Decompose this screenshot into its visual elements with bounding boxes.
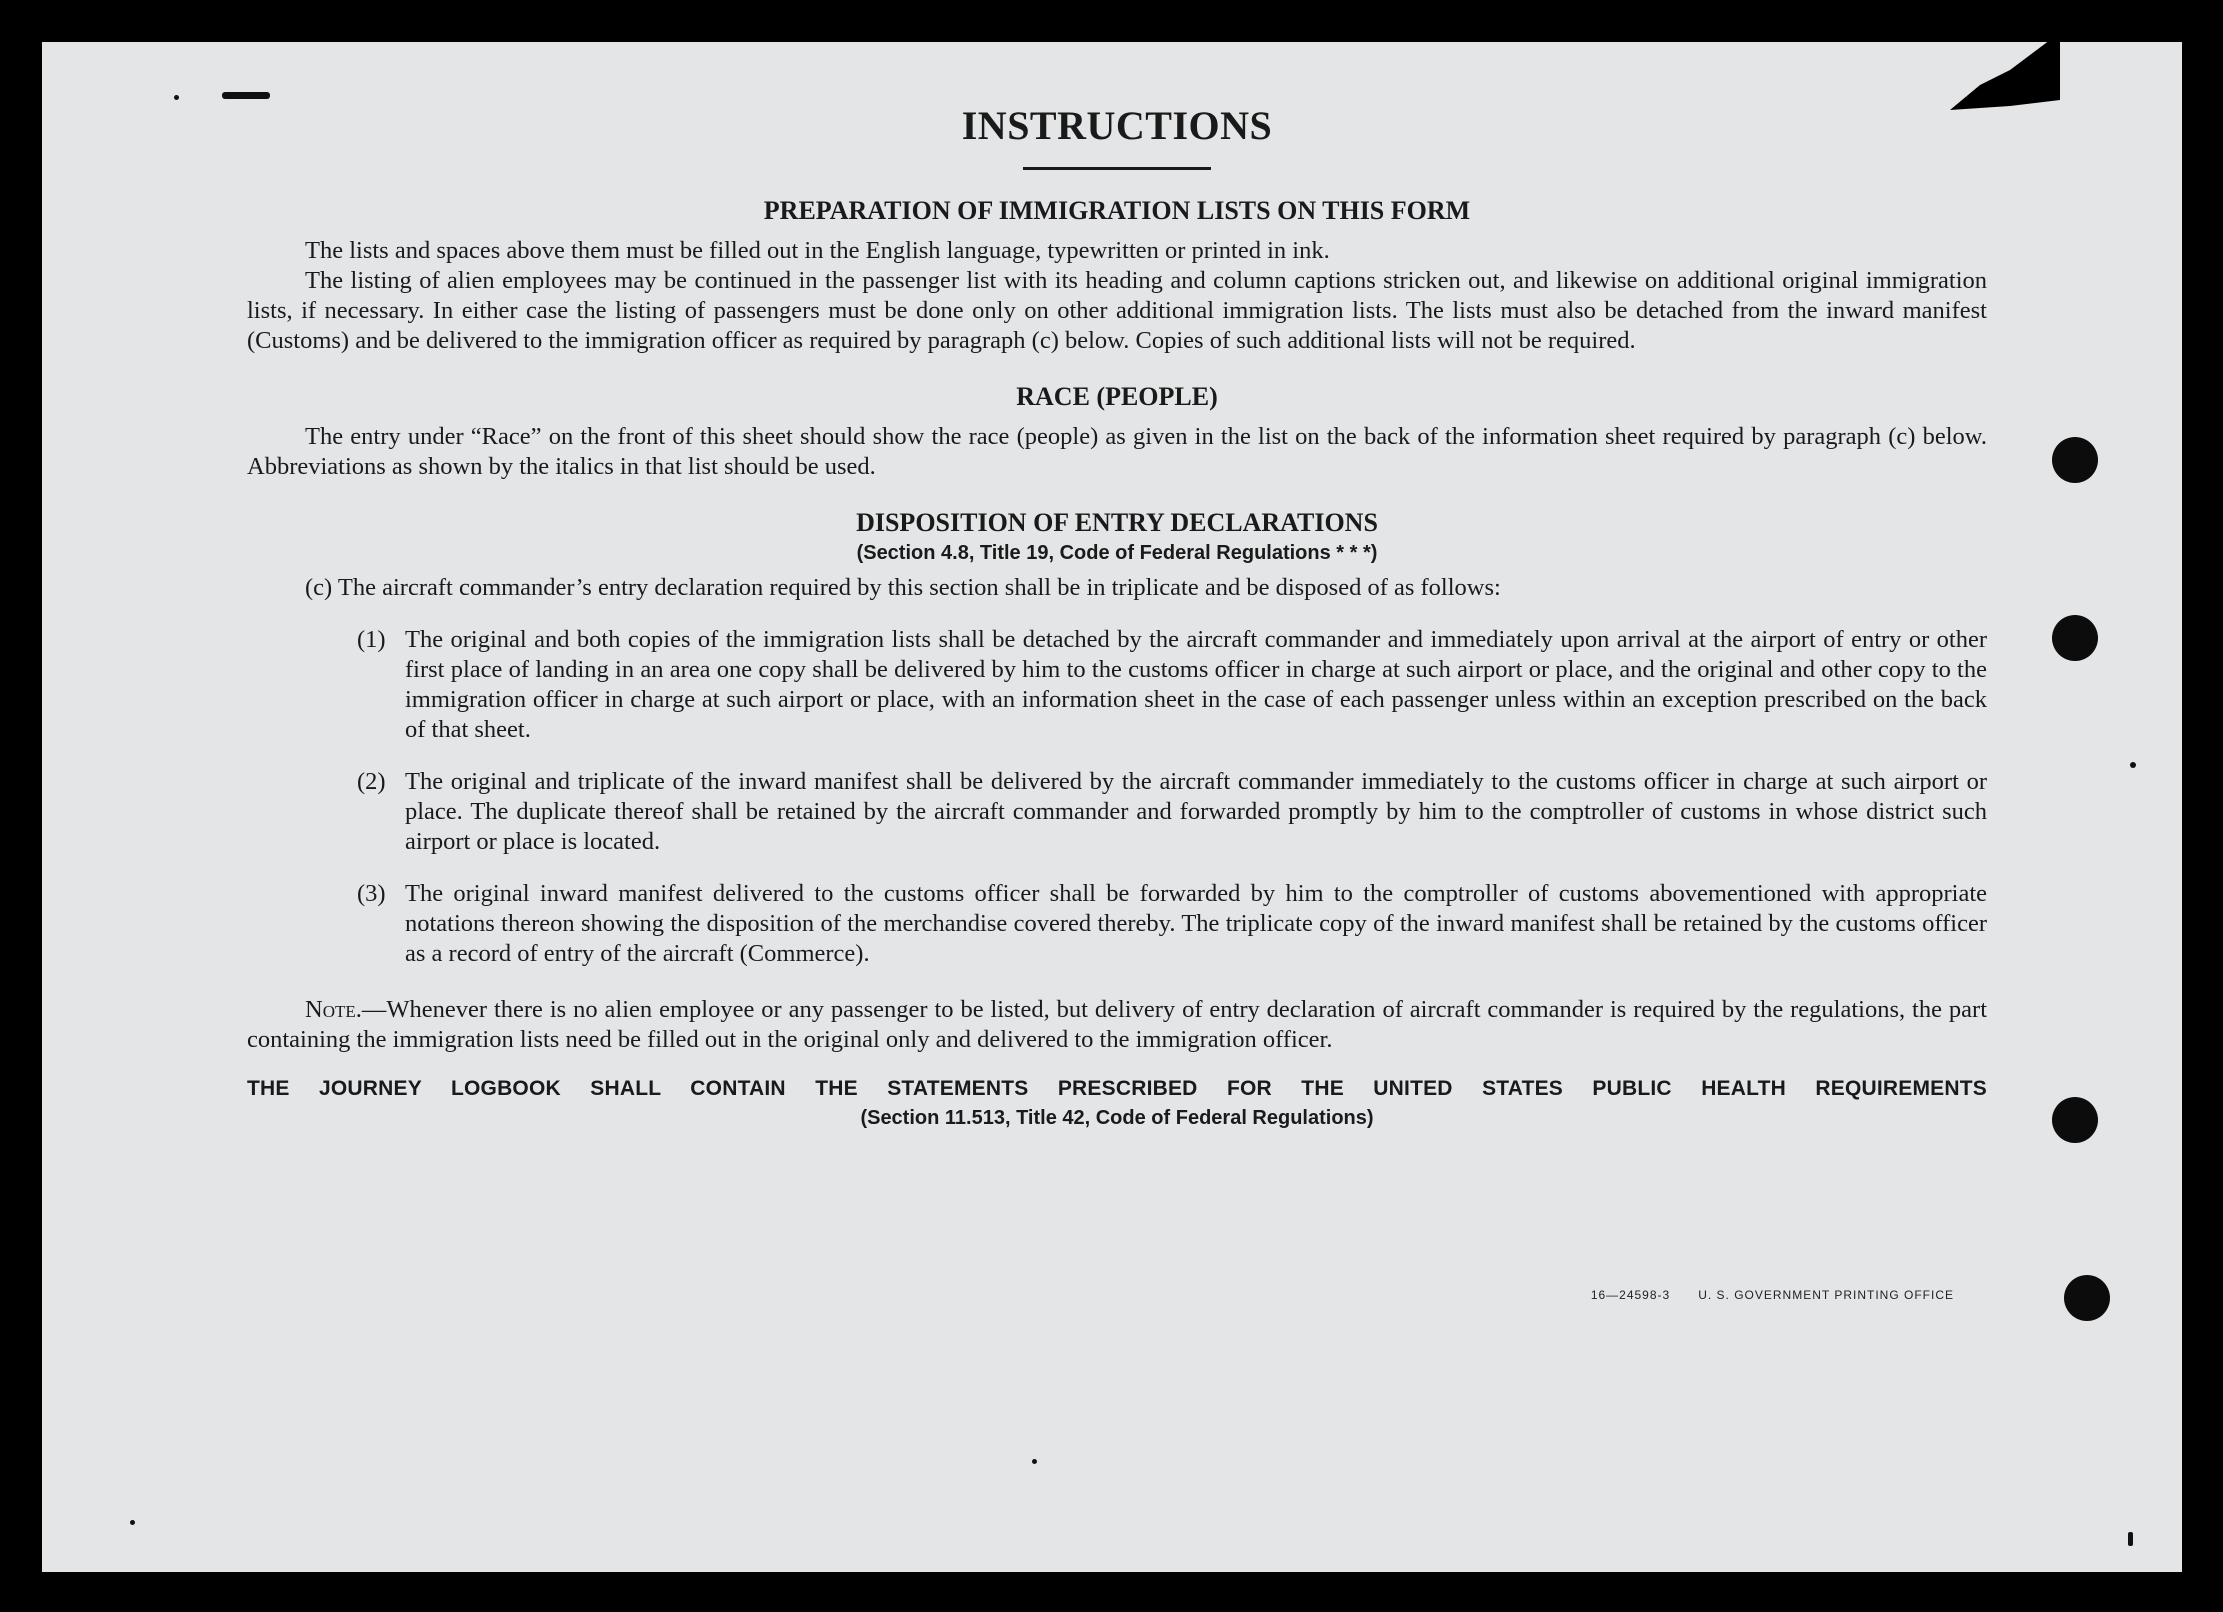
ink-speck bbox=[2130, 762, 2136, 768]
logbook-citation: (Section 11.513, Title 42, Code of Federal Regulations) bbox=[860, 1107, 1374, 1129]
document-sheet bbox=[42, 42, 2182, 1572]
disposition-intro bbox=[247, 573, 1987, 603]
disposition-item-2 bbox=[357, 767, 1987, 857]
ink-speck bbox=[1032, 1459, 1037, 1464]
punch-hole-2 bbox=[2052, 615, 2098, 661]
ink-speck bbox=[174, 95, 179, 100]
disposition-intro-text: The aircraft commander’s entry declaration required by this section shall be in triplicate and be disposed of as follows: bbox=[337, 574, 1501, 601]
note-text: —Whenever there is no alien employee or any passenger to be listed, but delivery of entry declaration of aircraft commander is required by the regulations, the part containing the immigration lists need be filled out in the original only and delivered to the immigration officer. bbox=[247, 996, 1987, 1053]
item-number: (2) bbox=[357, 768, 386, 795]
logbook-statement: THE JOURNEY LOGBOOK SHALL CONTAIN THE STATEMENTS PRESCRIBED FOR THE UNITED STATES PUBLIC HEALTH REQUIREMENTS bbox=[247, 1077, 1987, 1100]
disposition-intro-label: (c) bbox=[305, 574, 333, 601]
disposition-item-3 bbox=[357, 879, 1987, 969]
punch-hole-4 bbox=[2064, 1275, 2110, 1321]
disposition-citation: (Section 4.8, Title 19, Code of Federal Regulations * * *) bbox=[856, 542, 1378, 564]
item-number: (3) bbox=[357, 880, 386, 907]
preparation-paragraph-2: The listing of alien employees may be continued in the passenger list with its heading and column captions stricken out, and likewise on additional original immigration lists, if necessary. In either case the listing of passengers must be done only on other additional immigration lists. The lists must also be detached from the inward manifest (Customs) and be delivered to the immigration officer as required by paragraph (c) below. Copies of such additional lists will not be required. bbox=[247, 267, 1987, 354]
item-text: The original and both copies of the immigration lists shall be detached by the aircraft commander and immediately upon arrival at the airport of entry or other first place of landing in an area one copy shall be delivered by him to the customs officer in charge at such airport or place, and the original and other copy to the immigration officer in charge at such airport or place, with an information sheet in the case of each passenger unless within an exception prescribed on the back of that sheet. bbox=[405, 626, 1987, 743]
section-heading-disposition: DISPOSITION OF ENTRY DECLARATIONS bbox=[856, 508, 1378, 537]
disposition-item-1 bbox=[357, 625, 1987, 745]
printer-name: U. S. GOVERNMENT PRINTING OFFICE bbox=[1698, 1288, 1954, 1302]
ink-mark bbox=[222, 92, 270, 99]
preparation-paragraph-1: The lists and spaces above them must be filled out in the English language, typewritten or printed in ink. bbox=[305, 237, 1330, 264]
item-text: The original inward manifest delivered to the customs officer shall be forwarded by him to the comptroller of customs abovementioned with appropriate notations thereon showing the disposition of the merchandise covered thereby. The triplicate copy of the inward manifest shall be retained by the customs officer as a record of entry of the aircraft (Commerce). bbox=[405, 880, 1987, 967]
note-label: Note. bbox=[305, 996, 362, 1023]
printer-imprint bbox=[1591, 1288, 1954, 1302]
note-paragraph bbox=[247, 995, 1987, 1055]
ink-speck bbox=[2128, 1532, 2133, 1546]
race-paragraph: The entry under “Race” on the front of this sheet should show the race (people) as given in the list on the back of the information sheet required by paragraph (c) below. Abbreviations as shown by the italics in that list should be used. bbox=[247, 423, 1987, 480]
punch-hole-3 bbox=[2052, 1097, 2098, 1143]
page-title: INSTRUCTIONS bbox=[961, 103, 1273, 148]
section-heading-preparation: PREPARATION OF IMMIGRATION LISTS ON THIS FORM bbox=[763, 196, 1471, 225]
title-underline bbox=[1023, 167, 1211, 170]
torn-corner bbox=[1950, 40, 2060, 120]
form-code: 16—24598-3 bbox=[1590, 1288, 1671, 1302]
section-heading-race: RACE (PEOPLE) bbox=[1016, 382, 1218, 411]
instructions-body bbox=[247, 102, 1987, 1130]
punch-hole-1 bbox=[2052, 437, 2098, 483]
item-text: The original and triplicate of the inward manifest shall be delivered by the aircraft commander immediately to the customs officer in charge at such airport or place. The duplicate thereof shall be retained by the aircraft commander and forwarded promptly by him to the comptroller of customs in whose district such airport or place is located. bbox=[405, 768, 1987, 855]
item-number: (1) bbox=[357, 626, 386, 653]
ink-speck bbox=[130, 1520, 135, 1525]
